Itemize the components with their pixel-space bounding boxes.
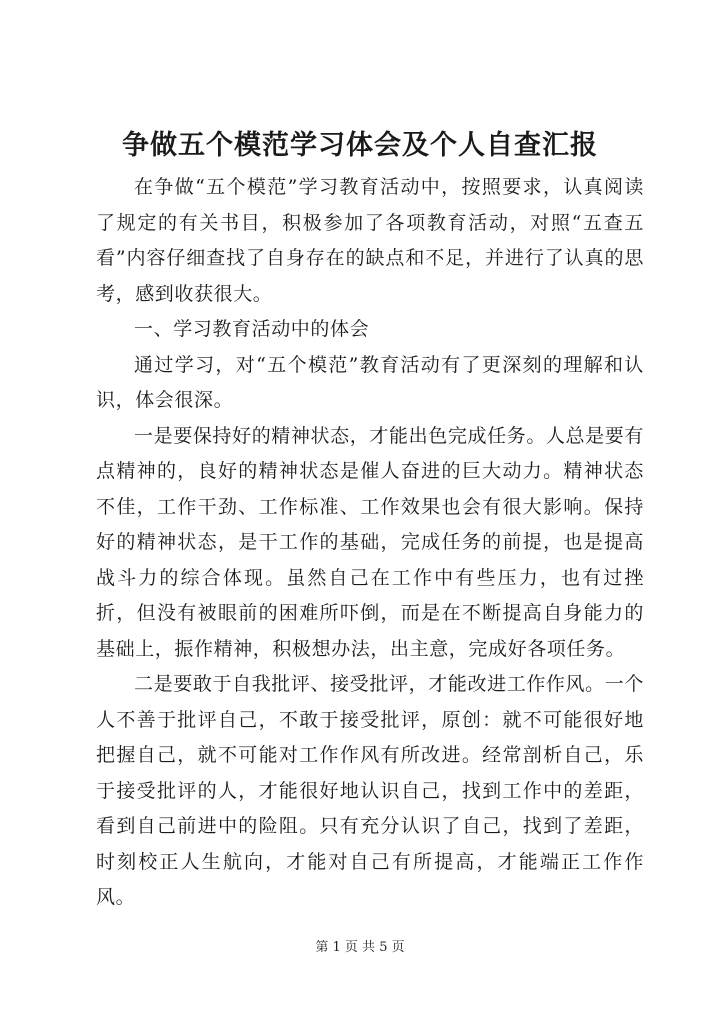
document-body	[96, 170, 644, 916]
paragraph-summary: 通过学习，对“五个模范”教育活动有了更深刻的理解和认识，体会很深。	[96, 353, 644, 411]
paragraph-intro: 在争做“五个模范”学习教育活动中，按照要求，认真阅读了规定的有关书目，积极参加了各项教育活动，对照“五查五看”内容仔细查找了自身存在的缺点和不足，并进行了认真的思考，感到收获很大。	[96, 176, 644, 305]
document-title: 争做五个模范学习体会及个人自查汇报	[122, 130, 598, 161]
paragraph-point-one: 一是要保持好的精神状态，才能出色完成任务。人总是要有点精神的，良好的精神状态是催人奋进的巨大动力。精神状态不佳，工作干劲、工作标准、工作效果也会有很大影响。保持好的精神状态，是干工作的基础，完成任务的前提，也是提高战斗力的综合体现。虽然自己在工作中有些压力，也有过挫折，但没有被眼前的困难所吓倒，而是在不断提高自身能力的基础上，振作精神，积极想办法，出主意，完成好各项任务。	[96, 424, 644, 660]
page-number-footer: 第 1 页 共 5 页	[315, 940, 405, 955]
paragraph-point-two: 二是要敢于自我批评、接受批评，才能改进工作作风。一个人不善于批评自己，不敢于接受批评，原创：就不可能很好地把握自己，就不可能对工作作风有所改进。经常剖析自己，乐于接受批评的人，才能很好地认识自己，找到工作中的差距，看到自己前进中的险阻。只有充分认识了自己，找到了差距，时刻校正人生航向，才能对自己有所提高，才能端正工作作风。	[96, 673, 644, 908]
section-heading: 一、学习教育活动中的体会	[134, 318, 370, 340]
